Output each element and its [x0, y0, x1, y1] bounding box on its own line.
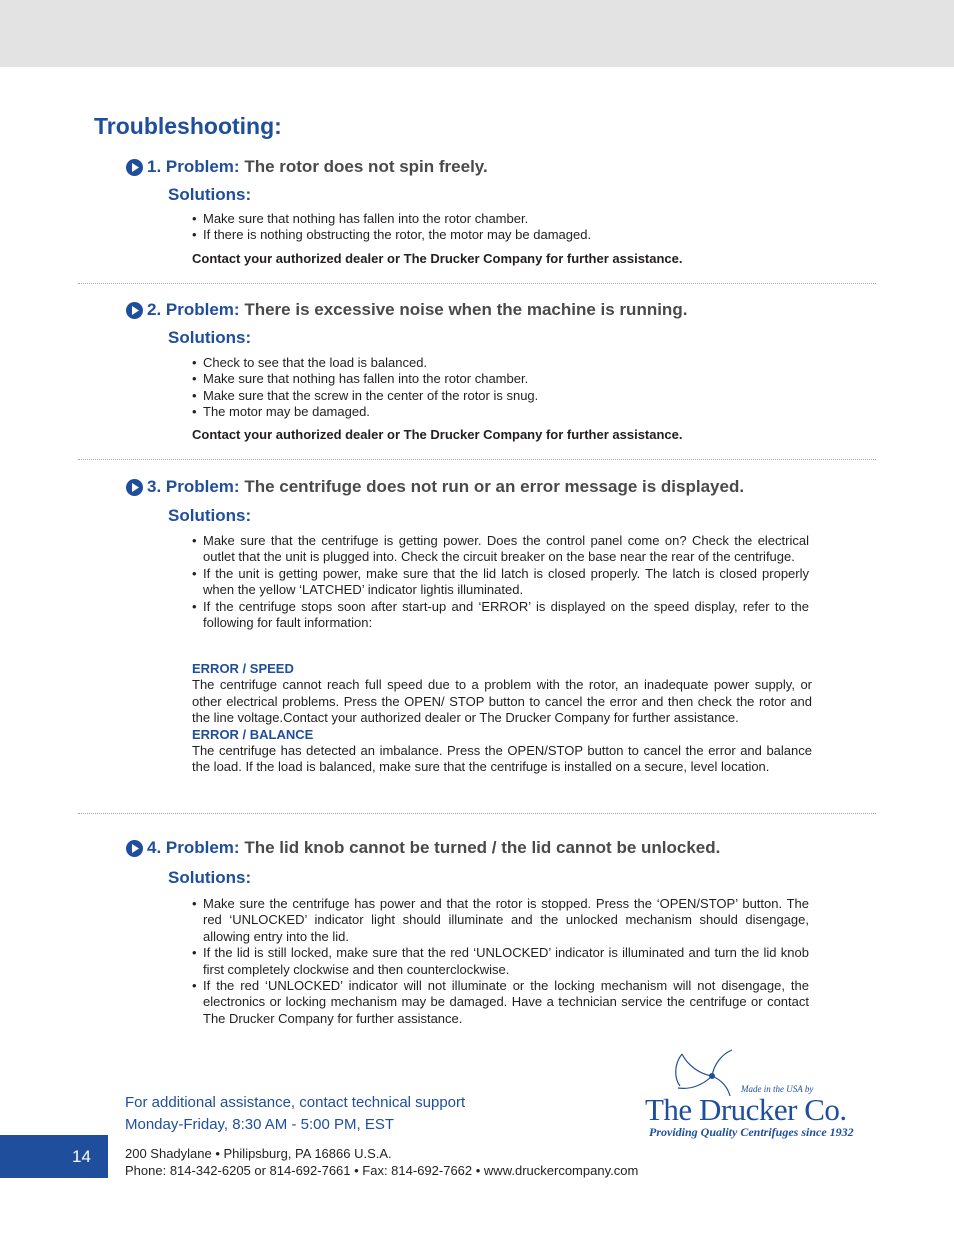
error-description: The centrifuge has detected an imbalance. Press the OPEN/STOP button to cancel the error and balance the load. If the load is balanced, make sure that the centrifuge is installed on a secure, level location.: [192, 743, 812, 775]
problem-number: 3. Problem: The centrifuge does not run or an error message is displayed.: [147, 477, 745, 496]
list-item: • If the lid is still locked, make sure that the red ‘UNLOCKED’ indicator is illuminated and turn the lid knob first completely clockwise and then counterclockwise.: [192, 945, 809, 978]
solutions-label: Solutions:: [168, 868, 252, 887]
solutions-list: [192, 896, 809, 1027]
play-arrow-icon: [126, 479, 143, 496]
swirl-logo-icon: [670, 1048, 740, 1098]
problem-text: The lid knob cannot be turned / the lid cannot be unlocked.: [244, 838, 721, 857]
company-tagline: Providing Quality Centrifuges since 1932: [649, 1125, 854, 1139]
contact-note: Contact your authorized dealer or The Drucker Company for further assistance.: [192, 427, 683, 442]
solutions-label: Solutions:: [168, 506, 252, 525]
page-number: 14: [72, 1147, 91, 1166]
problem-text: The rotor does not spin freely.: [244, 157, 488, 176]
contact-note: Contact your authorized dealer or The Drucker Company for further assistance.: [192, 251, 683, 266]
list-item: • If the red ‘UNLOCKED’ indicator will not illuminate or the locking mechanism will not disengage, the electronics or locking mechanism may be damaged. Have a technician service the centrifuge or contact The Drucker Company for further assistance.: [192, 978, 809, 1027]
list-item: • If the unit is getting power, make sure that the lid latch is closed properly. The latch is closed properly when the yellow ‘LATCHED’ indicator lightis illuminated.: [192, 566, 809, 599]
page-title: Troubleshooting:: [94, 113, 282, 139]
problem-number: 4. Problem: The lid knob cannot be turned / the lid cannot be unlocked.: [147, 838, 721, 857]
error-heading: ERROR / BALANCE: [192, 726, 314, 742]
play-arrow-icon: [126, 302, 143, 319]
problem-number: 1. Problem: The rotor does not spin freely.: [147, 157, 488, 176]
error-heading: ERROR / SPEED: [192, 661, 294, 676]
company-address: 200 Shadylane • Philipsburg, PA 16866 U.S.A.: [125, 1146, 392, 1161]
made-in-usa-label: Made in the USA by: [741, 1084, 814, 1094]
section-divider: [78, 283, 876, 284]
company-logo: [640, 1048, 890, 1143]
play-arrow-icon: [126, 159, 143, 176]
error-description: The centrifuge cannot reach full speed due to a problem with the rotor, an inadequate power supply, or other electrical problems. Press the OPEN/ STOP button to cancel the error and then check the rotor and the line voltage.Contact your authorized dealer or The Drucker Company for further assistance.: [192, 677, 812, 726]
solutions-label: Solutions:: [168, 328, 252, 347]
list-item: • Make sure that the centrifuge is getting power. Does the control panel come on? Check the electrical outlet that the unit is plugged into. Check the circuit breaker on the base near the rear of the centrifuge.: [192, 533, 809, 566]
support-hours-line: For additional assistance, contact technical support: [125, 1094, 466, 1111]
solutions-list: [192, 211, 809, 244]
list-item: • If the centrifuge stops soon after start-up and ‘ERROR’ is displayed on the speed display, refer to the following for fault information:: [192, 599, 809, 632]
solutions-label: Solutions:: [168, 185, 252, 204]
support-hours-line: Monday-Friday, 8:30 AM - 5:00 PM, EST: [125, 1116, 394, 1133]
company-name: The Drucker Co.: [645, 1092, 847, 1127]
list-item: • Make sure that the screw in the center of the rotor is snug.: [192, 388, 809, 404]
list-item: • If there is nothing obstructing the rotor, the motor may be damaged.: [192, 227, 809, 243]
solutions-list: [192, 355, 809, 421]
list-item: • Make sure the centrifuge has power and that the rotor is stopped. Press the ‘OPEN/STOP’ button. The red ‘UNLOCKED’ indicator light should illuminate and the unlocked mechanism should disengage, allowing entry into the lid.: [192, 896, 809, 945]
solutions-list: [192, 533, 809, 631]
error-speed-block: [192, 661, 812, 776]
section-divider: [78, 813, 876, 814]
page-number-box: [0, 1135, 108, 1178]
list-item: • Make sure that nothing has fallen into the rotor chamber.: [192, 211, 809, 227]
problem-text: The centrifuge does not run or an error message is displayed.: [244, 477, 745, 496]
problem-text: There is excessive noise when the machine is running.: [244, 300, 688, 319]
list-item: • The motor may be damaged.: [192, 404, 809, 420]
list-item: • Check to see that the load is balanced.: [192, 355, 809, 371]
company-contact: Phone: 814-342-6205 or 814-692-7661 • Fax: 814-692-7662 • www.druckercompany.com: [125, 1163, 639, 1178]
section-divider: [78, 459, 876, 460]
play-arrow-icon: [126, 840, 143, 857]
list-item: • Make sure that nothing has fallen into the rotor chamber.: [192, 371, 809, 387]
header-band: [0, 0, 954, 67]
problem-number: 2. Problem: There is excessive noise when the machine is running.: [147, 300, 688, 319]
